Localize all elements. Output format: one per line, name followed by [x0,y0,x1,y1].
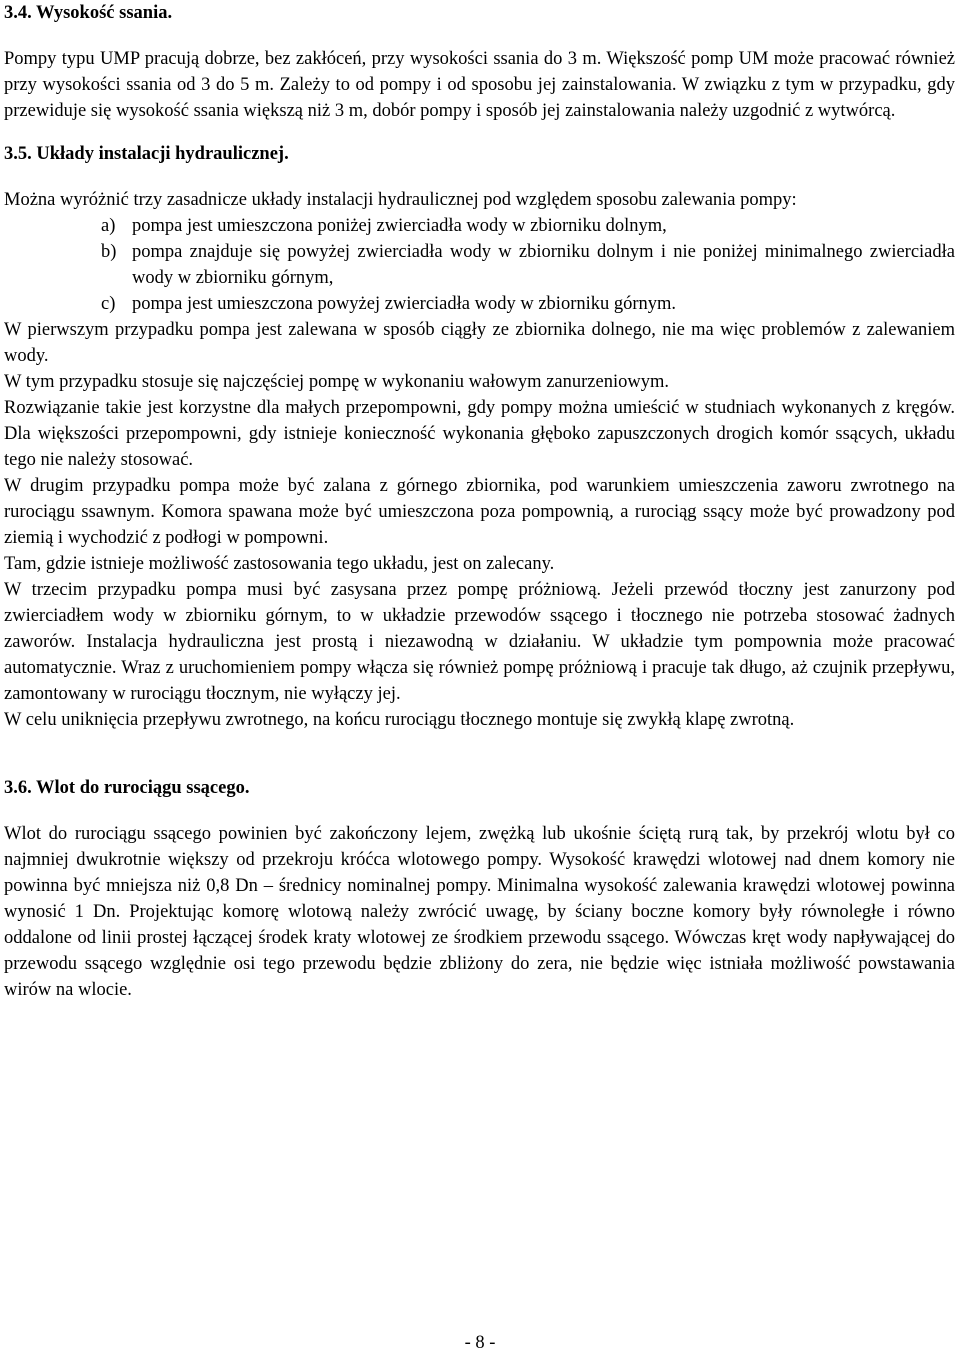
section-3-5-intro: Można wyróżnić trzy zasadnicze układy instalacji hydraulicznej pod względem sposobu zalewania pompy: [4,190,797,210]
section-3-6-heading: 3.6. Wlot do rurociągu ssącego. [4,778,250,798]
section-3-4-paragraph: Pompy typu UMP pracują dobrze, bez zakłóceń, przy wysokości ssania do 3 m. Większość pomp UM może pracować również przy wysokości ssania od 3 do 5 m. Zależy to od pompy i od sposobu jej zainstalowania. W związku z tym w przypadku, gdy przewiduje się wysokość ssania większą niż 3 m, dobór pompy i sposób jej zainstalowania należy uzgodnić z wytwórcą. [4,49,955,121]
list-item-text: pompa znajduje się powyżej zwierciadła wody w zbiorniku dolnym i nie poniżej minimalnego zwierciadła wody w zbiorniku górnym, [132,242,955,288]
list-item [4,213,955,239]
section-3-4-heading: 3.4. Wysokość ssania. [4,3,173,23]
section-3-5-paragraph: W pierwszym przypadku pompa jest zalewana w sposób ciągły ze zbiornika dolnego, nie ma więc problemów z zalewaniem wody. [4,320,955,366]
section-3-5-paragraph: W celu uniknięcia przepływu zwrotnego, na końcu rurociągu tłocznego montuje się zwykłą klapę zwrotną. [4,710,795,730]
list-item-text: pompa jest umieszczona powyżej zwierciadła wody w zbiorniku górnym. [132,294,677,314]
section-3-5-heading: 3.5. Układy instalacji hydraulicznej. [4,144,289,164]
document-page [4,0,955,1003]
list-item-marker: b) [101,242,117,262]
section-3-5-paragraph: W tym przypadku stosuje się najczęściej pompę w wykonaniu wałowym zanurzeniowym. [4,372,669,392]
list-item-marker: a) [101,216,116,236]
installation-layouts-list [4,213,955,317]
section-3-5-paragraph: Rozwiązanie takie jest korzystne dla małych przepompowni, gdy pompy można umieścić w studniach wykonanych z kręgów. Dla większości przepompowni, gdy istnieje konieczność wykonania głęboko zapuszczonych drogich komór ssących, układu tego nie należy stosować. [4,398,955,470]
section-3-5-paragraph: Tam, gdzie istnieje możliwość zastosowania tego układu, jest on zalecany. [4,554,555,574]
list-item-text: pompa jest umieszczona poniżej zwierciadła wody w zbiorniku dolnym, [132,216,667,236]
page-number: - 8 - [464,1333,496,1353]
section-3-5-paragraph: W drugim przypadku pompa może być zalana z górnego zbiornika, pod warunkiem umieszczenia zaworu zwrotnego na rurociągu ssawnym. Komora spawana może być umieszczona poza pompownią, a rurociąg ssący może być prowadzony pod ziemią i wychodzić z podłogi w pompowni. [4,476,955,548]
list-item [4,291,955,317]
list-item-marker: c) [101,294,116,314]
section-3-6-paragraph: Wlot do rurociągu ssącego powinien być zakończony lejem, zwężką lub ukośnie ściętą rurą tak, by przekrój wlotu był co najmniej dwukrotnie większy od przekroju króćca wlotowego pompy. Wysokość krawędzi wlotowej nad dnem komory nie powinna być mniejsza niż 0,8 Dn – średnicy nominalnej pompy. Minimalna wysokość zalewania krawędzi wlotowej powinna wynosić 1 Dn. Projektując komorę wlotową należy zwrócić uwagę, by ściany boczne komory były równoległe i równo oddalone od linii prostej łączącej środek kraty wlotowej ze środkiem przewodu ssącego. Wówczas kręt wody napływającej do przewodu ssącego względnie osi tego przewodu będzie zbliżony do zera, nie będzie więc istniała możliwość powstawania wirów na wlocie. [4,824,955,1000]
list-item [4,239,955,291]
section-3-5-paragraph: W trzecim przypadku pompa musi być zasysana przez pompę próżniową. Jeżeli przewód tłoczny jest zanurzony pod zwierciadłem wody w zbiorniku górnym, to w układzie przewodów ssącego i tłocznego nie potrzeba stosować żadnych zaworów. Instalacja hydrauliczna jest prostą i niezawodną w działaniu. W układzie tym pompownia może pracować automatycznie. Wraz z uruchomieniem pompy włącza się również pompę próżniową i pracuje tak długo, aż czujnik przepływu, zamontowany w rurociągu tłocznym, nie wyłączy jej. [4,580,955,704]
